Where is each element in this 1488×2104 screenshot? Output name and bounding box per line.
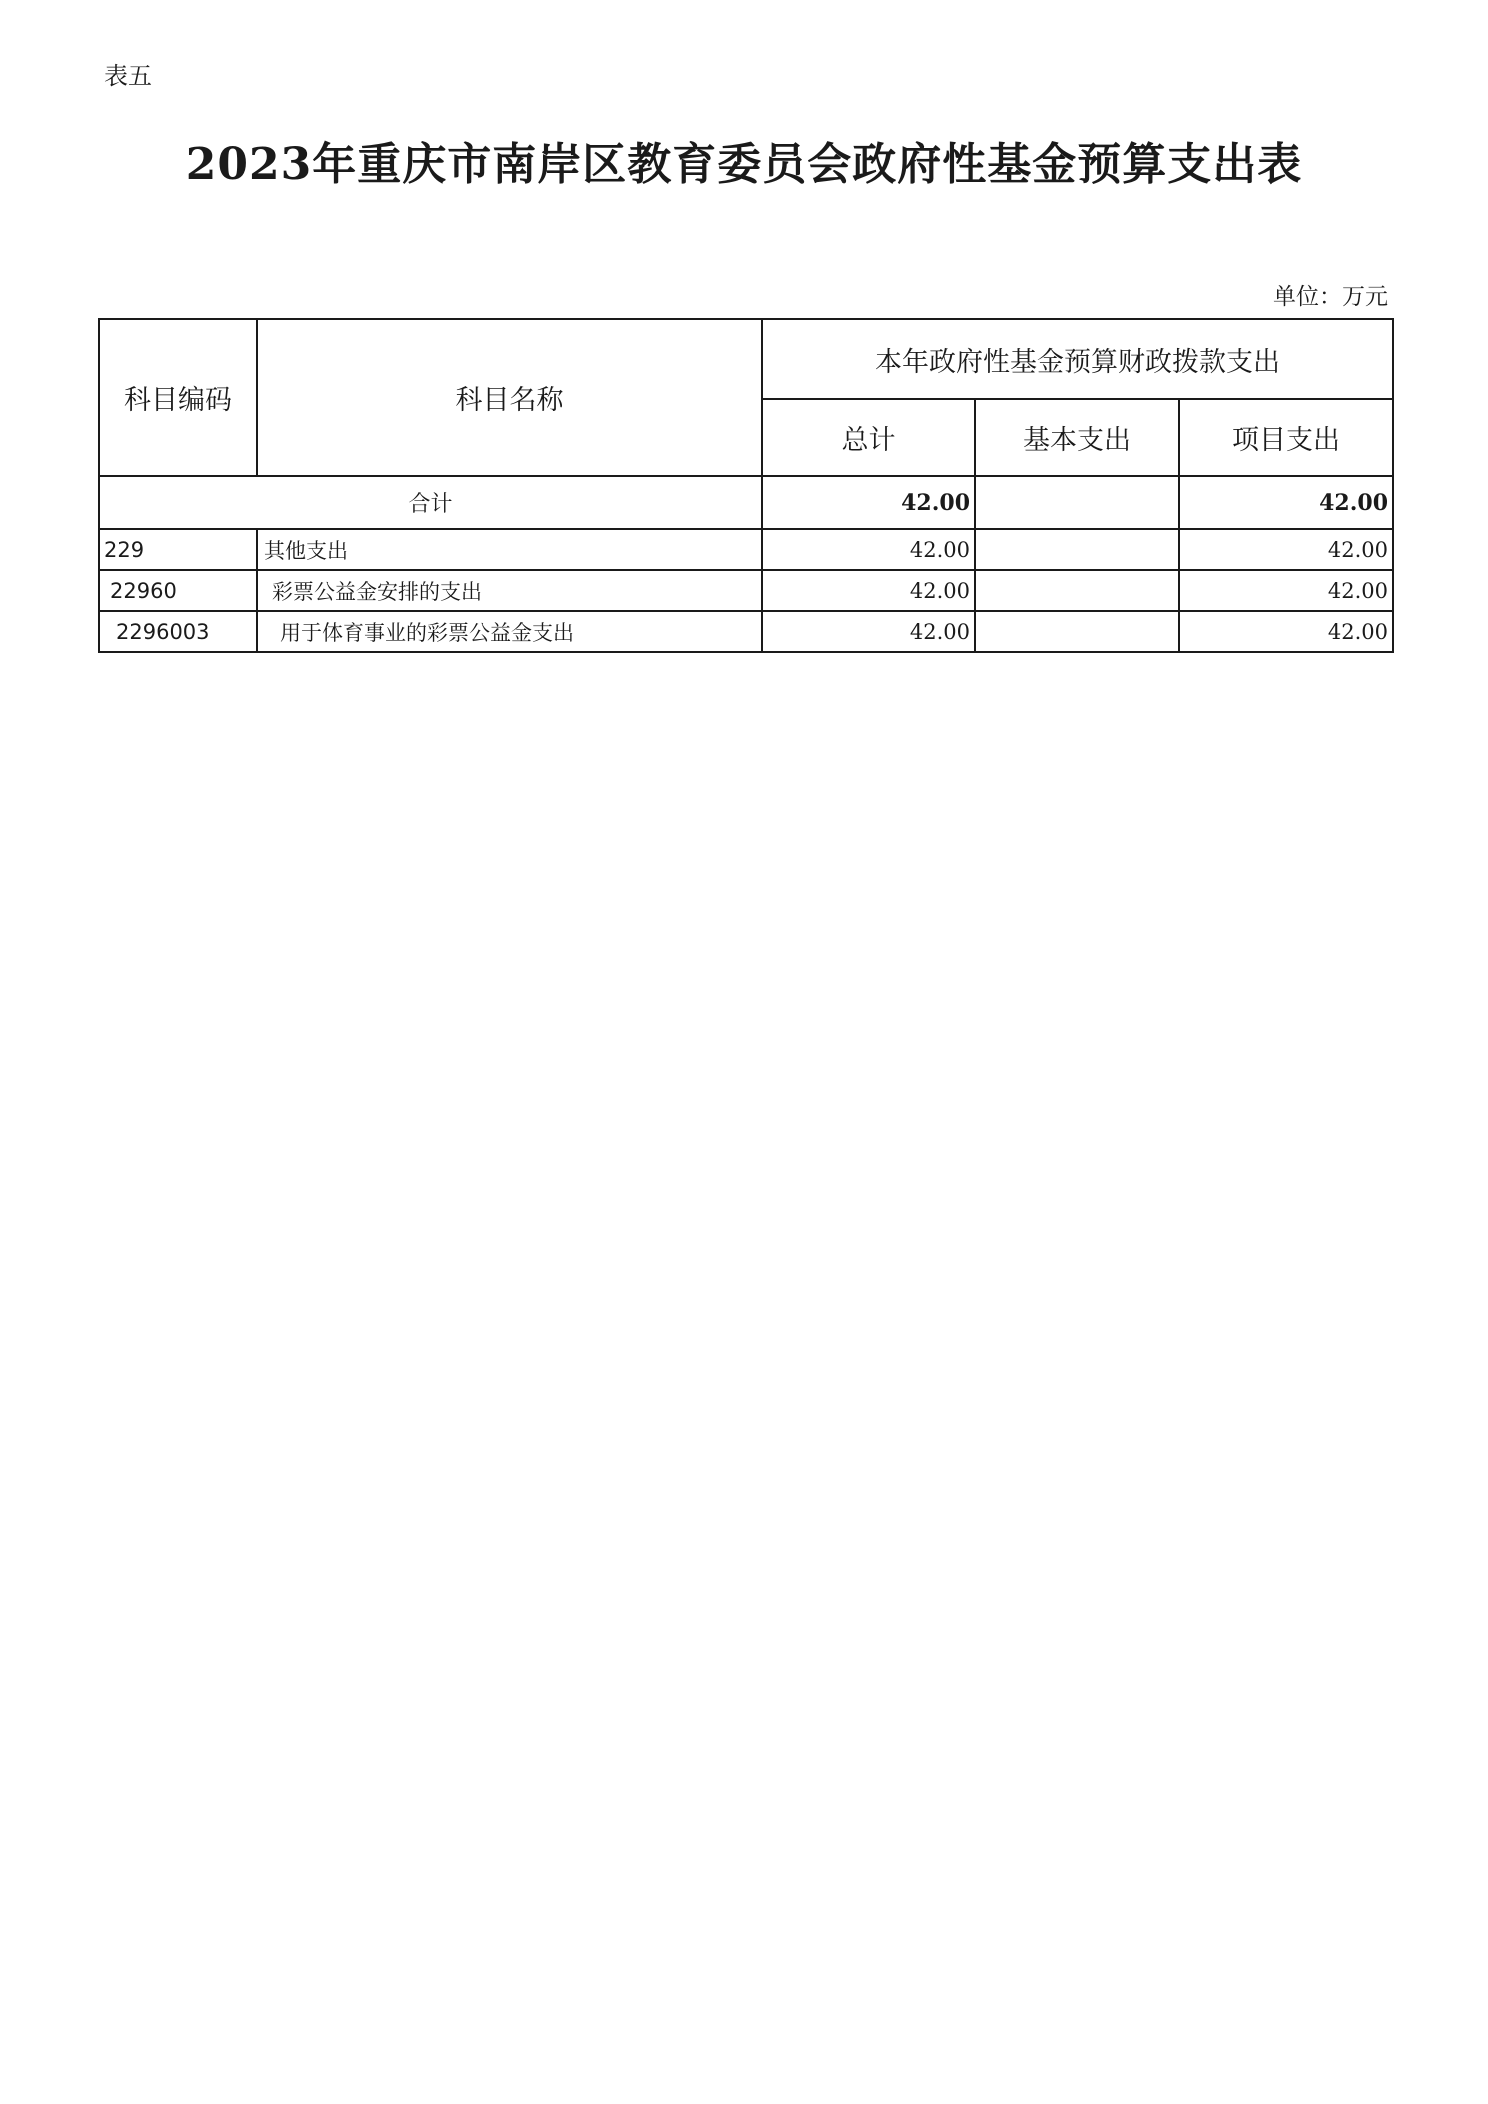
header-name: 科目名称 bbox=[257, 319, 762, 476]
table-number-label: 表五 bbox=[104, 62, 152, 90]
budget-table bbox=[98, 318, 1394, 653]
row-total: 42.00 bbox=[762, 611, 975, 652]
header-project: 项目支出 bbox=[1179, 399, 1393, 476]
header-group: 本年政府性基金预算财政拨款支出 bbox=[762, 319, 1393, 399]
row-total: 42.00 bbox=[762, 529, 975, 570]
summary-basic bbox=[975, 476, 1179, 529]
summary-label: 合计 bbox=[99, 476, 762, 529]
row-total: 42.00 bbox=[762, 570, 975, 611]
row-project: 42.00 bbox=[1179, 529, 1393, 570]
summary-project: 42.00 bbox=[1179, 476, 1393, 529]
unit-label: 单位：万元 bbox=[1273, 284, 1388, 310]
row-project: 42.00 bbox=[1179, 570, 1393, 611]
row-basic bbox=[975, 570, 1179, 611]
row-basic bbox=[975, 611, 1179, 652]
summary-row bbox=[99, 476, 1393, 529]
header-total: 总计 bbox=[762, 399, 975, 476]
table-row bbox=[99, 611, 1393, 652]
row-name: 其他支出 bbox=[257, 529, 762, 570]
document-title: 2023年重庆市南岸区教育委员会政府性基金预算支出表 bbox=[185, 139, 1303, 190]
header-basic: 基本支出 bbox=[975, 399, 1179, 476]
summary-total: 42.00 bbox=[762, 476, 975, 529]
row-code: 229 bbox=[99, 529, 257, 570]
row-name: 彩票公益金安排的支出 bbox=[257, 570, 762, 611]
row-code: 22960 bbox=[99, 570, 257, 611]
row-code: 2296003 bbox=[99, 611, 257, 652]
table-row bbox=[99, 529, 1393, 570]
row-basic bbox=[975, 529, 1179, 570]
row-name: 用于体育事业的彩票公益金支出 bbox=[257, 611, 762, 652]
header-row bbox=[99, 319, 1393, 399]
header-code: 科目编码 bbox=[99, 319, 257, 476]
table-row bbox=[99, 570, 1393, 611]
row-project: 42.00 bbox=[1179, 611, 1393, 652]
